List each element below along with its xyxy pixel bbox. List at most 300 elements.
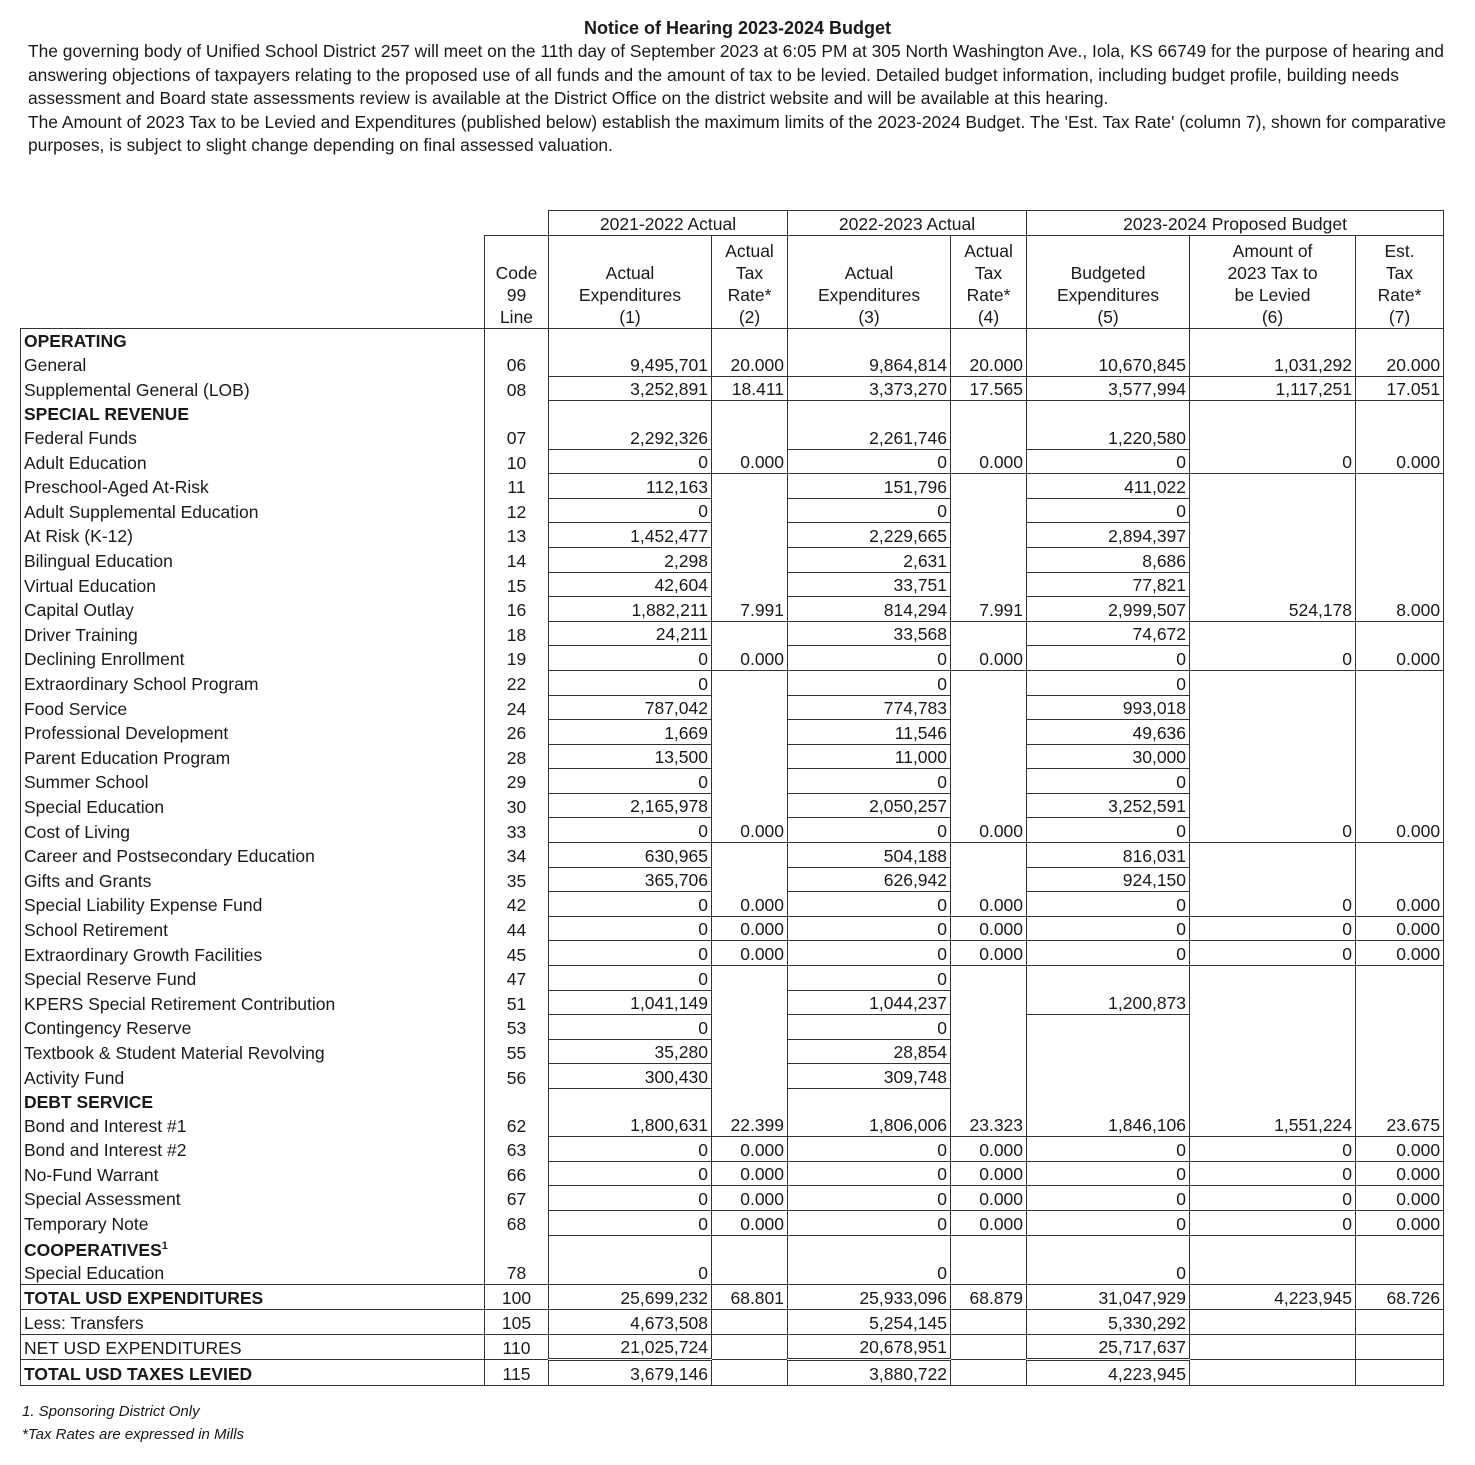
fund-code: 45 [485,941,549,966]
budgeted-5: 1,846,106 [1027,1113,1190,1137]
header-line: Amount of [1232,240,1313,261]
tax-levied-6 [1190,474,1356,499]
expenditures-3: 0 [788,498,951,523]
net-expenditures-row [21,1334,1444,1360]
tax-rate-2 [712,1334,788,1360]
tax-levied-6 [1190,670,1356,695]
expenditures-3: 0 [788,1015,951,1040]
header-line: Rate* [727,284,772,305]
fund-code: 115 [485,1360,549,1386]
fund-name: Bond and Interest #1 [21,1113,485,1137]
tax-rate-4 [951,720,1027,745]
est-rate-7 [1356,425,1444,449]
empty-cell [1190,328,1356,352]
expenditures-1: 0 [549,1161,712,1186]
tax-rate-2 [712,474,788,499]
tax-rate-4: 7.991 [951,597,1027,622]
tax-levied-6: 0 [1190,941,1356,966]
expenditures-1: 630,965 [549,843,712,868]
fund-row [21,793,1444,818]
tax-rate-2 [712,793,788,818]
budgeted-5: 0 [1027,1261,1190,1285]
header-line: 99 [506,284,527,305]
tax-rate-4 [951,1261,1027,1285]
expenditures-3: 0 [788,818,951,843]
fund-row [21,376,1444,401]
notice-title: Notice of Hearing 2023-2024 Budget [583,18,892,38]
intro-paragraph-1: The governing body of Unified School District 257 will meet on the 11th day of September 2023 at 6:05 PM at 305 North Washington Ave., Iola, KS 66749 for the purpose of hearing and answering objections of taxpayers relating to the proposed use of all funds and the amount of tax to be levied. Detailed budget information, including budget profile, building needs assessment and Board state assessments review is available at the District Office on the district website and will be available at this hearing. [28,41,1444,108]
fund-name: Special Liability Expense Fund [21,892,485,917]
tax-rate-2 [712,720,788,745]
empty-cell [951,328,1027,352]
expenditures-1: 42,604 [549,572,712,597]
fund-row [21,966,1444,991]
expenditures-1: 13,500 [549,744,712,769]
group-header-2022-2023: 2022-2023 Actual [788,211,1027,236]
fund-row [21,941,1444,966]
header-line: (2) [738,306,761,327]
tax-rate-2: 68.801 [712,1285,788,1310]
tax-rate-2 [712,1015,788,1040]
fund-code: 22 [485,670,549,695]
expenditures-1: 0 [549,1015,712,1040]
fund-name: Bond and Interest #2 [21,1137,485,1162]
fund-row [21,352,1444,376]
tax-levied-6 [1190,1334,1356,1360]
est-rate-7 [1356,1039,1444,1064]
tax-levied-6 [1190,867,1356,892]
tax-rate-2 [712,1039,788,1064]
est-rate-7: 8.000 [1356,597,1444,622]
fund-code: 28 [485,744,549,769]
budgeted-5: 816,031 [1027,843,1190,868]
header-line: Actual [964,240,1013,261]
expenditures-3: 309,748 [788,1064,951,1089]
tax-levied-6 [1190,547,1356,572]
category-text: SPECIAL REVENUE [24,403,189,424]
expenditures-1: 1,882,211 [549,597,712,622]
est-rate-7 [1356,744,1444,769]
fund-name: Driver Training [21,621,485,646]
budgeted-5: 10,670,845 [1027,352,1190,376]
tax-rate-4 [951,1015,1027,1040]
fund-row [21,1210,1444,1235]
expenditures-3: 2,261,746 [788,425,951,449]
fund-code: 10 [485,449,549,474]
budgeted-5: 0 [1027,818,1190,843]
fund-code: 15 [485,572,549,597]
est-rate-7 [1356,843,1444,868]
tax-levied-6 [1190,966,1356,991]
fund-row [21,1039,1444,1064]
fund-name: No-Fund Warrant [21,1161,485,1186]
tax-levied-6 [1190,695,1356,720]
tax-rate-4: 17.565 [951,376,1027,401]
budgeted-5 [1027,966,1190,991]
fund-code: 78 [485,1261,549,1285]
empty-cell [951,1235,1027,1261]
expenditures-3: 0 [788,1261,951,1285]
fund-code: 66 [485,1161,549,1186]
category-text: DEBT SERVICE [24,1091,154,1112]
tax-levied-6: 0 [1190,646,1356,671]
fund-name: Preschool-Aged At-Risk [21,474,485,499]
fund-code: 08 [485,376,549,401]
category-label [21,401,485,425]
expenditures-3: 0 [788,892,951,917]
fund-name: Declining Enrollment [21,646,485,671]
est-rate-7 [1356,523,1444,548]
empty-cell [1356,328,1444,352]
tax-levied-6: 1,031,292 [1190,352,1356,376]
header-line: Rate* [1377,284,1422,305]
header-line: (3) [858,306,880,327]
fund-row [21,1186,1444,1211]
expenditures-1: 0 [549,818,712,843]
tax-rate-2: 0.000 [712,449,788,474]
est-rate-7 [1356,621,1444,646]
tax-levied-6: 0 [1190,1210,1356,1235]
tax-rate-4 [951,769,1027,794]
fund-name: Temporary Note [21,1210,485,1235]
budgeted-5: 8,686 [1027,547,1190,572]
empty-cell [549,1235,712,1261]
fund-name: Gifts and Grants [21,867,485,892]
expenditures-3: 0 [788,966,951,991]
fund-name: Less: Transfers [21,1310,485,1335]
tax-rate-4 [951,547,1027,572]
tax-rate-2 [712,498,788,523]
fund-row [21,867,1444,892]
expenditures-1: 112,163 [549,474,712,499]
tax-rate-4: 0.000 [951,1186,1027,1211]
fund-name: Professional Development [21,720,485,745]
empty-cell [788,1089,951,1113]
tax-rate-4: 0.000 [951,1210,1027,1235]
fund-code: 53 [485,1015,549,1040]
tax-rate-2 [712,769,788,794]
expenditures-3: 25,933,096 [788,1285,951,1310]
header-line: (5) [1097,306,1119,327]
budgeted-5: 0 [1027,916,1190,941]
expenditures-1: 0 [549,646,712,671]
budgeted-5: 5,330,292 [1027,1310,1190,1335]
tax-rate-2: 0.000 [712,646,788,671]
tax-levied-6: 1,117,251 [1190,376,1356,401]
empty-cell [1027,328,1190,352]
empty-cell [712,328,788,352]
fund-row [21,720,1444,745]
expenditures-3: 2,631 [788,547,951,572]
tax-rate-2: 0.000 [712,916,788,941]
fund-row [21,843,1444,868]
group-header-2023-2024: 2023-2024 Proposed Budget [1027,211,1444,236]
tax-rate-2 [712,744,788,769]
expenditures-1: 0 [549,670,712,695]
code-cell [485,1089,549,1113]
header-line: (6) [1261,306,1284,327]
est-rate-7: 0.000 [1356,818,1444,843]
empty-cell [788,401,951,425]
fund-code: 44 [485,916,549,941]
fund-code: 51 [485,990,549,1015]
expenditures-1: 1,041,149 [549,990,712,1015]
fund-code: 16 [485,597,549,622]
fund-row [21,572,1444,597]
header-line: (7) [1388,306,1411,327]
tax-levied-6: 1,551,224 [1190,1113,1356,1137]
empty-cell [712,1235,788,1261]
fund-row [21,498,1444,523]
fund-row [21,769,1444,794]
tax-levied-6 [1190,720,1356,745]
fund-code: 06 [485,352,549,376]
tax-rate-2 [712,1360,788,1386]
fund-name: Activity Fund [21,1064,485,1089]
tax-rate-2 [712,1261,788,1285]
expenditures-1: 0 [549,892,712,917]
header-line: Tax [974,262,1003,283]
tax-rate-4 [951,1039,1027,1064]
tax-rate-4 [951,793,1027,818]
tax-rate-2 [712,547,788,572]
expenditures-1: 0 [549,916,712,941]
fund-code: 47 [485,966,549,991]
fund-code: 35 [485,867,549,892]
header-line: (1) [619,306,641,327]
tax-levied-6: 0 [1190,916,1356,941]
tax-rate-4: 68.879 [951,1285,1027,1310]
empty-cell [549,401,712,425]
fund-code: 13 [485,523,549,548]
tax-levied-6: 0 [1190,892,1356,917]
tax-rate-4 [951,425,1027,449]
expenditures-1: 2,165,978 [549,793,712,818]
tax-rate-4 [951,867,1027,892]
empty-cell [1027,1089,1190,1113]
tax-rate-2 [712,843,788,868]
est-rate-7 [1356,1015,1444,1040]
tax-levied-6 [1190,1015,1356,1040]
est-rate-7 [1356,474,1444,499]
expenditures-3: 1,044,237 [788,990,951,1015]
expenditures-3: 3,373,270 [788,376,951,401]
est-rate-7 [1356,695,1444,720]
tax-rate-4 [951,498,1027,523]
fund-row [21,695,1444,720]
empty-cell [951,401,1027,425]
budgeted-5 [1027,1039,1190,1064]
expenditures-1: 3,252,891 [549,376,712,401]
footnote-tax-rates: *Tax Rates are expressed in Mills [22,1426,245,1443]
fund-code: 34 [485,843,549,868]
expenditures-3: 0 [788,1210,951,1235]
budgeted-5: 0 [1027,1161,1190,1186]
fund-name: General [21,352,485,376]
fund-name: Summer School [21,769,485,794]
category-row [21,328,1444,352]
tax-rate-2 [712,1064,788,1089]
expenditures-1: 24,211 [549,621,712,646]
budgeted-5: 2,999,507 [1027,597,1190,622]
tax-levied-6 [1190,744,1356,769]
expenditures-3: 2,229,665 [788,523,951,548]
expenditures-1: 2,292,326 [549,425,712,449]
expenditures-3: 9,864,814 [788,352,951,376]
est-rate-7 [1356,1310,1444,1335]
empty-cell [788,1235,951,1261]
est-rate-7: 0.000 [1356,1137,1444,1162]
empty-cell [1356,1235,1444,1261]
fund-row [21,990,1444,1015]
fund-name: Virtual Education [21,572,485,597]
col-header-1 [549,235,712,328]
category-row [21,1235,1444,1261]
budgeted-5: 0 [1027,892,1190,917]
header-line: Actual [725,240,774,261]
tax-rate-4 [951,572,1027,597]
tax-rate-2 [712,670,788,695]
expenditures-3: 3,880,722 [788,1360,951,1386]
header-line: Expenditures [817,284,921,305]
expenditures-1: 0 [549,1137,712,1162]
expenditures-3: 0 [788,1186,951,1211]
budgeted-5: 3,577,994 [1027,376,1190,401]
budgeted-5: 74,672 [1027,621,1190,646]
expenditures-3: 5,254,145 [788,1310,951,1335]
tax-rate-2: 0.000 [712,1186,788,1211]
fund-code: 55 [485,1039,549,1064]
fund-name: At Risk (K-12) [21,523,485,548]
col-header-3 [788,235,951,328]
tax-levied-6 [1190,621,1356,646]
tax-levied-6: 0 [1190,449,1356,474]
empty-cell [1027,401,1190,425]
tax-levied-6: 0 [1190,1137,1356,1162]
expenditures-3: 33,568 [788,621,951,646]
est-rate-7: 0.000 [1356,1161,1444,1186]
est-rate-7 [1356,793,1444,818]
tax-rate-2 [712,523,788,548]
tax-levied-6 [1190,843,1356,868]
tax-rate-4 [951,1334,1027,1360]
fund-name: Special Education [21,793,485,818]
budgeted-5: 3,252,591 [1027,793,1190,818]
fund-name: Extraordinary Growth Facilities [21,941,485,966]
expenditures-1: 0 [549,1261,712,1285]
tax-levied-6 [1190,1261,1356,1285]
empty-cell [712,1089,788,1113]
fund-code: 100 [485,1285,549,1310]
fund-code: 110 [485,1334,549,1360]
fund-row [21,449,1444,474]
header-line: (4) [977,306,1000,327]
budgeted-5: 49,636 [1027,720,1190,745]
fund-code: 24 [485,695,549,720]
fund-code: 42 [485,892,549,917]
fund-code: 07 [485,425,549,449]
fund-row [21,1015,1444,1040]
tax-rate-4: 0.000 [951,916,1027,941]
budgeted-5: 0 [1027,498,1190,523]
est-rate-7 [1356,498,1444,523]
est-rate-7: 68.726 [1356,1285,1444,1310]
group-header-row [21,211,1444,236]
tax-rate-4: 0.000 [951,1137,1027,1162]
category-label [21,1089,485,1113]
tax-levied-6 [1190,1039,1356,1064]
est-rate-7 [1356,1360,1444,1386]
fund-name: Textbook & Student Material Revolving [21,1039,485,1064]
budgeted-5: 0 [1027,449,1190,474]
fund-code: 30 [485,793,549,818]
budgeted-5: 2,894,397 [1027,523,1190,548]
expenditures-1: 1,800,631 [549,1113,712,1137]
expenditures-3: 2,050,257 [788,793,951,818]
empty-cell [549,328,712,352]
fund-name: NET USD EXPENDITURES [21,1334,485,1360]
fund-code: 56 [485,1064,549,1089]
fund-row [21,597,1444,622]
tax-rate-2 [712,425,788,449]
tax-rate-4 [951,695,1027,720]
fund-name: Parent Education Program [21,744,485,769]
est-rate-7: 20.000 [1356,352,1444,376]
budgeted-5: 411,022 [1027,474,1190,499]
fund-row [21,744,1444,769]
expenditures-1: 1,452,477 [549,523,712,548]
expenditures-1: 0 [549,966,712,991]
header-line: Expenditures [578,284,682,305]
tax-rate-2: 0.000 [712,892,788,917]
expenditures-1: 787,042 [549,695,712,720]
budgeted-5: 25,717,637 [1027,1334,1190,1360]
expenditures-1: 0 [549,769,712,794]
fund-code: 19 [485,646,549,671]
expenditures-3: 20,678,951 [788,1334,951,1360]
fund-row [21,474,1444,499]
fund-name: TOTAL USD TAXES LEVIED [21,1360,485,1386]
tax-rate-4: 0.000 [951,941,1027,966]
header-line: Line [499,306,534,327]
tax-rate-4: 0.000 [951,449,1027,474]
expenditures-1: 0 [549,941,712,966]
tax-rate-4 [951,1310,1027,1335]
fund-row [21,916,1444,941]
code-cell [485,1235,549,1261]
budgeted-5: 77,821 [1027,572,1190,597]
expenditures-3: 28,854 [788,1039,951,1064]
col-header-4 [951,235,1027,328]
empty-cell [712,401,788,425]
total-expenditures-row [21,1285,1444,1310]
budgeted-5: 30,000 [1027,744,1190,769]
expenditures-3: 0 [788,1137,951,1162]
tax-rate-4: 0.000 [951,892,1027,917]
tax-rate-2: 7.991 [712,597,788,622]
fund-code: 29 [485,769,549,794]
tax-levied-6: 0 [1190,1161,1356,1186]
est-rate-7: 17.051 [1356,376,1444,401]
tax-levied-6 [1190,498,1356,523]
budgeted-5: 0 [1027,646,1190,671]
category-text: OPERATING [24,331,127,352]
category-text: COOPERATIVES [24,1239,162,1260]
tax-rate-4 [951,670,1027,695]
budgeted-5: 1,200,873 [1027,990,1190,1015]
est-rate-7: 0.000 [1356,892,1444,917]
fund-name: Food Service [21,695,485,720]
